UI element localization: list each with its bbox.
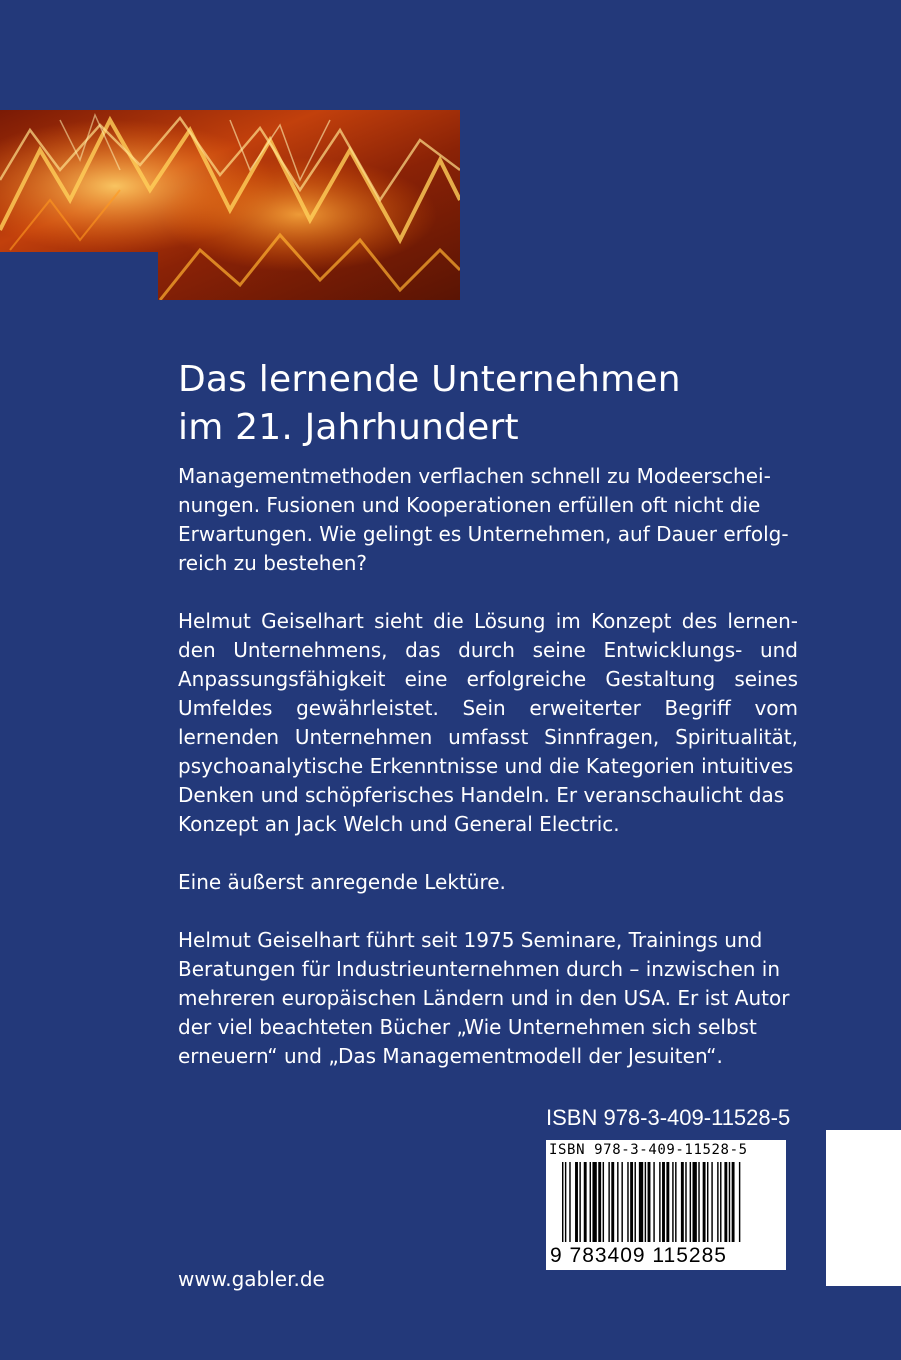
text-line: erneuern“ und „Das Managementmodell der Jesuiten“. bbox=[178, 1044, 723, 1068]
blurb-paragraph-1 bbox=[178, 462, 798, 578]
text-line: den Unternehmens, das durch seine Entwicklungs- und bbox=[178, 638, 798, 662]
barcode-bar bbox=[608, 1162, 609, 1242]
barcode-bar bbox=[565, 1162, 566, 1242]
text-line: reich zu bestehen? bbox=[178, 551, 368, 575]
barcode-bar bbox=[579, 1162, 580, 1242]
barcode-bar bbox=[627, 1162, 628, 1242]
text-line: mehreren europäischen Ländern und in den USA. Er ist Autor bbox=[178, 986, 790, 1010]
barcode-bar bbox=[639, 1162, 643, 1242]
barcode-bar bbox=[662, 1162, 665, 1242]
text-line: Anpassungsfähigkeit eine erfolgreiche Gestaltung seines bbox=[178, 667, 798, 691]
barcode-bar bbox=[693, 1162, 697, 1242]
barcode-bar bbox=[584, 1162, 587, 1242]
barcode-bar bbox=[630, 1162, 633, 1242]
book-title bbox=[178, 356, 858, 452]
barcode-bar bbox=[621, 1162, 622, 1242]
barcode-bar bbox=[653, 1162, 654, 1242]
barcode-bar bbox=[666, 1162, 669, 1242]
barcode-bar bbox=[569, 1162, 570, 1242]
text-line: Managementmethoden verflachen schnell zu Modeerschei- bbox=[178, 464, 771, 488]
text-line: Umfeldes gewährleistet. Sein erweiterter Begriff vom bbox=[178, 696, 798, 720]
barcode-bar bbox=[681, 1162, 684, 1242]
title-line-1: Das lernende Unternehmen bbox=[178, 359, 681, 400]
text-line: Erwartungen. Wie gelingt es Unternehmen, auf Dauer erfolg- bbox=[178, 522, 789, 546]
barcode-digits: 9 783409 115285 bbox=[550, 1244, 727, 1267]
publisher-website: www.gabler.de bbox=[178, 1267, 325, 1291]
cover-photo bbox=[0, 0, 460, 300]
white-panel bbox=[826, 1130, 901, 1286]
author-bio bbox=[178, 926, 798, 1071]
barcode-bar bbox=[603, 1162, 604, 1242]
text-line: psychoanalytische Erkenntnisse und die Kategorien intuitives bbox=[178, 754, 794, 778]
barcode bbox=[546, 1140, 786, 1270]
text-line: der viel beachteten Bücher „Wie Unternehmen sich selbst bbox=[178, 1015, 757, 1039]
barcode-bar bbox=[685, 1162, 686, 1242]
text-line: Helmut Geiselhart führt seit 1975 Seminare, Trainings und bbox=[178, 928, 763, 952]
barcode-bar bbox=[720, 1162, 721, 1242]
barcode-bar bbox=[675, 1162, 676, 1242]
text-line: lernenden Unternehmen umfasst Sinnfragen, Spiritualität, bbox=[178, 725, 798, 749]
barcode-bar bbox=[711, 1162, 712, 1242]
barcode-bar bbox=[635, 1162, 636, 1242]
barcode-bar bbox=[617, 1162, 618, 1242]
barcode-bar bbox=[645, 1162, 646, 1242]
barcode-bar bbox=[648, 1162, 651, 1242]
text-line: Eine äußerst anregende Lektüre. bbox=[178, 870, 506, 894]
text-line: Helmut Geiselhart sieht die Lösung im Konzept des lernen- bbox=[178, 609, 798, 633]
text-line: Beratungen für Industrieunternehmen durch – inzwischen in bbox=[178, 957, 781, 981]
barcode-bar bbox=[732, 1162, 735, 1242]
barcode-bar bbox=[562, 1162, 563, 1242]
orange-abstract-image bbox=[0, 0, 460, 300]
text-line: nungen. Fusionen und Kooperationen erfüllen oft nicht die bbox=[178, 493, 761, 517]
barcode-bar bbox=[598, 1162, 601, 1242]
barcode-bar bbox=[672, 1162, 673, 1242]
barcode-bar bbox=[717, 1162, 718, 1242]
barcode-bar bbox=[659, 1162, 660, 1242]
isbn-label: ISBN 978-3-409-11528-5 bbox=[546, 1105, 791, 1130]
barcode-bar bbox=[707, 1162, 708, 1242]
blurb bbox=[178, 462, 798, 1071]
barcode-bar bbox=[739, 1162, 740, 1242]
barcode-bar bbox=[698, 1162, 699, 1242]
title-line-2: im 21. Jahrhundert bbox=[178, 407, 519, 448]
barcode-bar bbox=[690, 1162, 691, 1242]
barcode-bar bbox=[592, 1162, 596, 1242]
barcode-bar bbox=[575, 1162, 578, 1242]
barcode-bar bbox=[729, 1162, 730, 1242]
barcode-bar bbox=[611, 1162, 614, 1242]
barcode-isbn-text: ISBN 978-3-409-11528-5 bbox=[549, 1142, 748, 1158]
text-line: Denken und schöpferisches Handeln. Er veranschaulicht das bbox=[178, 783, 785, 807]
text-line: Konzept an Jack Welch und General Electric. bbox=[178, 812, 620, 836]
blurb-paragraph-2 bbox=[178, 607, 798, 839]
barcode-bar bbox=[724, 1162, 727, 1242]
blurb-paragraph-3 bbox=[178, 868, 798, 897]
barcode-bar bbox=[590, 1162, 591, 1242]
barcode-bar bbox=[703, 1162, 706, 1242]
